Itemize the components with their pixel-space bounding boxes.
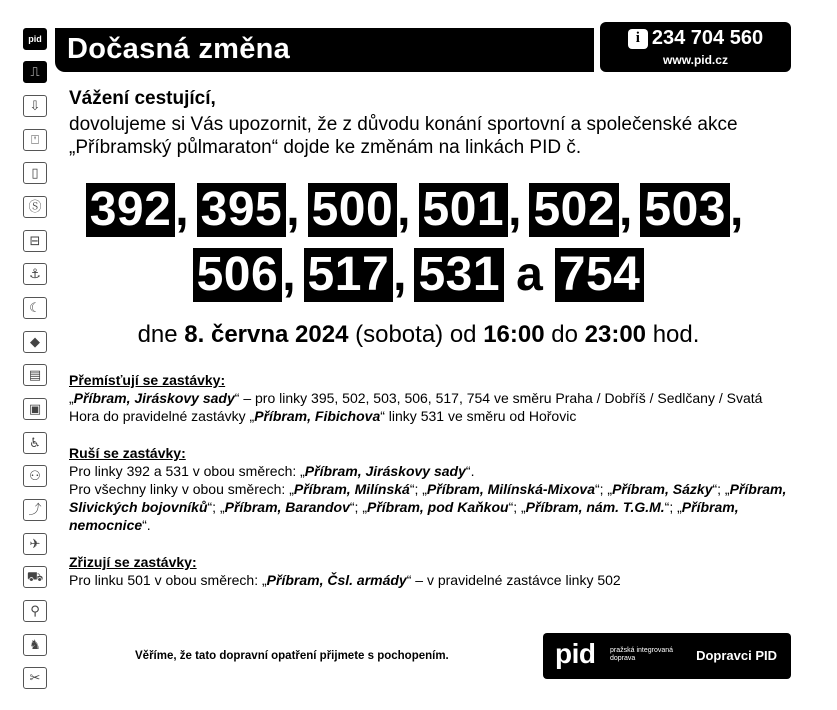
dog-icon: ♞ (23, 634, 47, 656)
to-word: do (551, 321, 578, 348)
escalator-icon: ⤴ (23, 499, 47, 521)
metro-icon: ⎍ (23, 61, 47, 83)
pid-logo-icon: pid (23, 28, 47, 50)
line-separator: , (397, 183, 411, 236)
scissors-icon: ✂ (23, 667, 47, 689)
moved-stops-text (69, 389, 789, 425)
cancelled-text: Pro všechny linky v obou směrech: „ (69, 481, 294, 497)
event-date: 8. června 2024 (184, 321, 349, 348)
cancelled-line-2 (69, 480, 789, 534)
tram-icon: ⇩ (23, 95, 47, 117)
train-icon: ⍞ (23, 129, 47, 151)
moved-stops-heading: Přemísťují se zastávky: (69, 372, 226, 388)
info-box (600, 22, 791, 72)
cancelled-line-1 (69, 462, 789, 480)
stop-name: Příbram, Fibichova (254, 408, 381, 424)
line-and: a (516, 248, 543, 301)
stop-name: Příbram, Sázky (612, 481, 713, 497)
cancelled-stops-heading: Ruší se zastávky: (69, 445, 186, 461)
date-prefix: dne (137, 321, 178, 348)
line-number: 501 (419, 183, 509, 237)
family-icon: ⚇ (23, 465, 47, 487)
stop-name: Příbram, pod Kaňkou (366, 499, 509, 515)
stop-separator: “; „ (712, 481, 730, 497)
cancelled-text: Pro linky 392 a 531 v obou směrech: „ (69, 463, 305, 479)
moved-text: “ linky 531 ve směru od Hořovic (380, 408, 577, 424)
stop-name: Příbram, Milínská (293, 481, 410, 497)
established-stops-text (69, 571, 789, 589)
line-separator: , (619, 183, 633, 236)
line-number: 754 (555, 248, 645, 302)
line-number: 531 (414, 248, 504, 302)
info-icon: i (628, 29, 648, 49)
hours-word: hod. (652, 321, 700, 348)
stop-separator: “; „ (409, 481, 427, 497)
stop-name: Příbram, Čsl. armády (266, 572, 407, 588)
s-train-icon: Ⓢ (23, 196, 47, 218)
stop-name: Příbram, nemocnice (69, 499, 739, 533)
bus-icon: ▯ (23, 162, 47, 184)
pid-logo-subtitle: pražská integrovaná doprava (610, 647, 674, 662)
stop-separator: “; „ (207, 499, 225, 515)
stop-name: Příbram, Milínská-Mixova (426, 481, 595, 497)
cart-icon: ⛟ (23, 566, 47, 588)
stop-name: Příbram, nám. T.G.M. (525, 499, 665, 515)
event-day: (sobota) (355, 321, 444, 348)
ferry-icon: ⚓ (23, 263, 47, 285)
airplane-icon: ✈ (23, 533, 47, 555)
line-number: 395 (197, 183, 287, 237)
cancelled-text: “. (465, 463, 475, 479)
established-text: Pro linku 501 v obou směrech: „ (69, 572, 267, 588)
operator-name: Dopravci PID (696, 648, 777, 663)
stop-name: Příbram, Jiráskovy sady (304, 463, 466, 479)
cancelled-stops-section (69, 444, 789, 534)
cancelled-text: “. (142, 517, 151, 533)
stop-name: Příbram, Jiráskovy sady (73, 390, 235, 406)
stop-name: Příbram, Slivických bojovníků (69, 481, 787, 515)
stop-separator: “; „ (349, 499, 367, 515)
night-icon: ☾ (23, 297, 47, 319)
stop-name: Příbram, Barandov (224, 499, 350, 515)
bicycle-icon: ⚲ (23, 600, 47, 622)
page-title: Dočasná změna (67, 33, 291, 65)
footer-note: Věříme, že tato dopravní opatření přijmete s pochopením. (135, 650, 449, 662)
stop-separator: “; „ (508, 499, 526, 515)
line-separator: , (508, 183, 522, 236)
footer-logo-block (543, 633, 791, 679)
line-separator: , (286, 183, 300, 236)
moved-stops-section (69, 371, 789, 425)
stop-separator: “; „ (664, 499, 682, 515)
line-number: 517 (304, 248, 394, 302)
line-separator: , (729, 183, 744, 236)
line-number: 506 (193, 248, 283, 302)
title-bar (55, 28, 594, 72)
line-separator: , (282, 248, 296, 301)
intro-text: dovolujeme si Vás upozornit, že z důvodu konání sportovní a společenské akce „Příbramský půlmaraton“ dojde ke změnám na linkách PID č. (69, 114, 738, 158)
established-stops-section (69, 553, 789, 589)
pid-logo: pid (555, 638, 596, 669)
info-phone (600, 27, 791, 50)
stop-separator: “; „ (594, 481, 613, 497)
ticket-machine-icon: ▣ (23, 398, 47, 420)
date-time-line (0, 321, 837, 349)
regional-bus-icon: ▤ (23, 364, 47, 386)
taxi-icon: ◆ (23, 331, 47, 353)
from-word: od (449, 321, 477, 348)
lines-row-2 (0, 248, 837, 302)
quote-mark: „ (69, 390, 74, 406)
established-text: “ – v pravidelné zastávce linky 502 (406, 572, 621, 588)
line-number: 503 (640, 183, 730, 237)
website-link[interactable]: www.pid.cz (663, 53, 728, 67)
line-number: 500 (308, 183, 398, 237)
moved-text: “ – pro linky 395, 502, 503, 506, 517, 754 ve směru Praha / Dobříš / Sedlčany / Svatá Hora do pravidelné zastávky „ (69, 390, 763, 424)
funicular-icon: ⊟ (23, 230, 47, 252)
time-to: 23:00 (584, 321, 647, 348)
established-stops-heading: Zřizují se zastávky: (69, 554, 197, 570)
line-number: 502 (529, 183, 619, 237)
line-separator: , (175, 183, 189, 236)
phone-number[interactable]: 234 704 560 (651, 27, 764, 49)
time-from: 16:00 (483, 321, 545, 348)
wheelchair-icon: ♿ (23, 432, 47, 454)
line-separator: , (393, 248, 407, 301)
lines-row-1 (0, 183, 837, 237)
greeting: Vážení cestující, (69, 88, 216, 109)
line-number: 392 (86, 183, 176, 237)
